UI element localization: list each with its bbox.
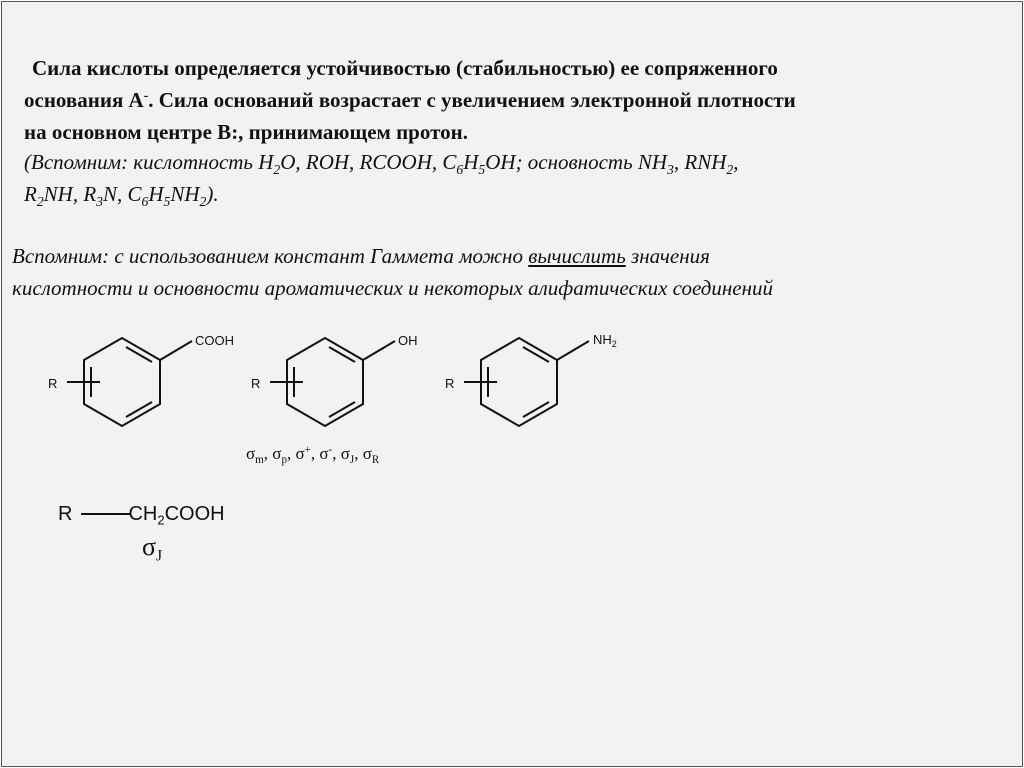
benzoic-r-label: R — [48, 376, 58, 391]
para1-line3: на основном центре В:, принимающем протон. — [24, 120, 468, 144]
underlined-word: вычислить — [528, 244, 626, 268]
cooh-bond — [160, 341, 192, 360]
slide — [1, 1, 1023, 767]
para2-line1: (Вспомним: кислотность $H_2O$, ROH, RCOOH, $C_6H_5OH$; основность $NH_3$, $RNH_2$, — [24, 150, 739, 177]
para3-line2: кислотности и основности ароматических и некоторых алифатических соединений — [12, 276, 774, 300]
nh2-bond — [557, 341, 589, 360]
para1-line2: основания А-. Сила оснований возрастает с увеличением электронной плотности — [24, 87, 796, 112]
phenol-r-label: R — [251, 376, 261, 391]
aniline-structure — [464, 338, 589, 426]
nh2-label: $NH_2$ — [593, 332, 617, 349]
sigma-constants-list: $\sigma_m$, $\sigma_p$, σ+, σ-, $\sigma_J$, $\sigma_R$ — [246, 443, 380, 466]
cooh-label: COOH — [195, 333, 234, 348]
aliphatic-acid-formula: R $CH_2COOH$ — [58, 503, 225, 528]
aliphatic-r-label: R — [58, 503, 73, 525]
aromatic-structures — [2, 2, 1022, 766]
para1-line1: Сила кислоты определяется устойчивостью (стабильностью) ее сопряженного — [32, 56, 778, 80]
para3-line1: Вспомним: с использованием констант Гаммета можно вычислить значения — [12, 244, 710, 268]
aliphatic-sigma-j: $\sigma_J$ — [142, 532, 163, 565]
aniline-r-label: R — [445, 376, 455, 391]
phenol-structure — [270, 338, 395, 426]
benzoic-acid-structure — [67, 338, 192, 426]
oh-label: OH — [398, 333, 418, 348]
oh-bond — [363, 341, 395, 360]
para2-line2: $R_2NH$, $R_3N$, $C_6H_5NH_2$). — [24, 182, 219, 209]
